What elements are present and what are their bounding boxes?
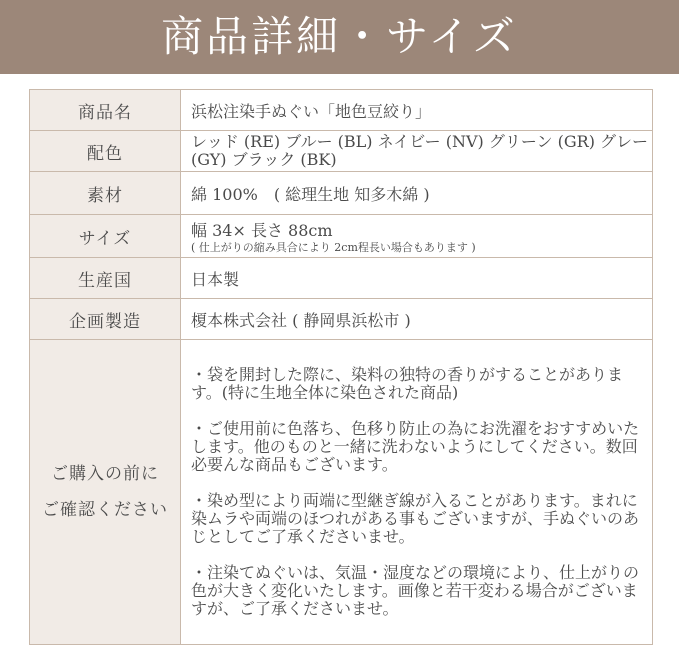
- notice-label: [30, 340, 181, 645]
- notice-item: ・ご使用前に色落ち、色移り防止の為にお洗濯をおすすめいたします。他のものと一緒に洗わないようにしてください。数回必要んな商品もございます。: [191, 419, 640, 474]
- spec-value: 綿 100% ( 総理生地 知多木綿 ): [181, 172, 653, 215]
- spec-label: サイズ: [30, 215, 181, 258]
- notice-item: ・注染てぬぐいは、気温・湿度などの環境により、仕上がりの色が大きく変化いたします。画像と若干変わる場合がございますが、ご了承くださいませ。: [191, 563, 640, 618]
- spec-value: レッド (RE) ブルー (BL) ネイビー (NV) グリーン (GR) グレー (GY) ブラック (BK): [181, 131, 653, 172]
- spec-label: 配色: [30, 131, 181, 172]
- spec-value: 日本製: [181, 258, 653, 299]
- spec-row-origin: [30, 258, 653, 299]
- spec-row-material: [30, 172, 653, 215]
- page-title: 商品詳細・サイズ: [0, 0, 679, 74]
- size-note: ( 仕上がりの縮み具合により 2cm程長い場合もあります ): [191, 240, 476, 254]
- spec-value: 浜松注染手ぬぐい「地色豆絞り」: [181, 90, 653, 131]
- spec-row-product-name: [30, 90, 653, 131]
- spec-value-cell: [181, 215, 653, 258]
- spec-row-manufacturer: [30, 299, 653, 340]
- spec-row-colors: [30, 131, 653, 172]
- size-value: 幅 34× 長さ 88cm: [191, 220, 333, 240]
- spec-value: 榎本株式会社 ( 静岡県浜松市 ): [181, 299, 653, 340]
- spec-label: 生産国: [30, 258, 181, 299]
- spec-label: 企画製造: [30, 299, 181, 340]
- notice-list: [181, 340, 653, 645]
- notice-label-line1: ご購入の前に: [51, 464, 159, 484]
- spec-row-size: [30, 215, 653, 258]
- spec-row-notice: [30, 340, 653, 645]
- spec-label: 商品名: [30, 90, 181, 131]
- notice-label-line2: ご確認ください: [42, 500, 168, 520]
- product-spec-table: [29, 89, 653, 645]
- spec-label: 素材: [30, 172, 181, 215]
- notice-item: ・染め型により両端に型継ぎ線が入ることがあります。まれに染ムラや両端のほつれがある事もございますが、手ぬぐいのあじとしてご了承くださいませ。: [191, 491, 640, 546]
- notice-item: ・袋を開封した際に、染料の独特の香りがすることがあります。(特に生地全体に染色された商品): [191, 365, 624, 402]
